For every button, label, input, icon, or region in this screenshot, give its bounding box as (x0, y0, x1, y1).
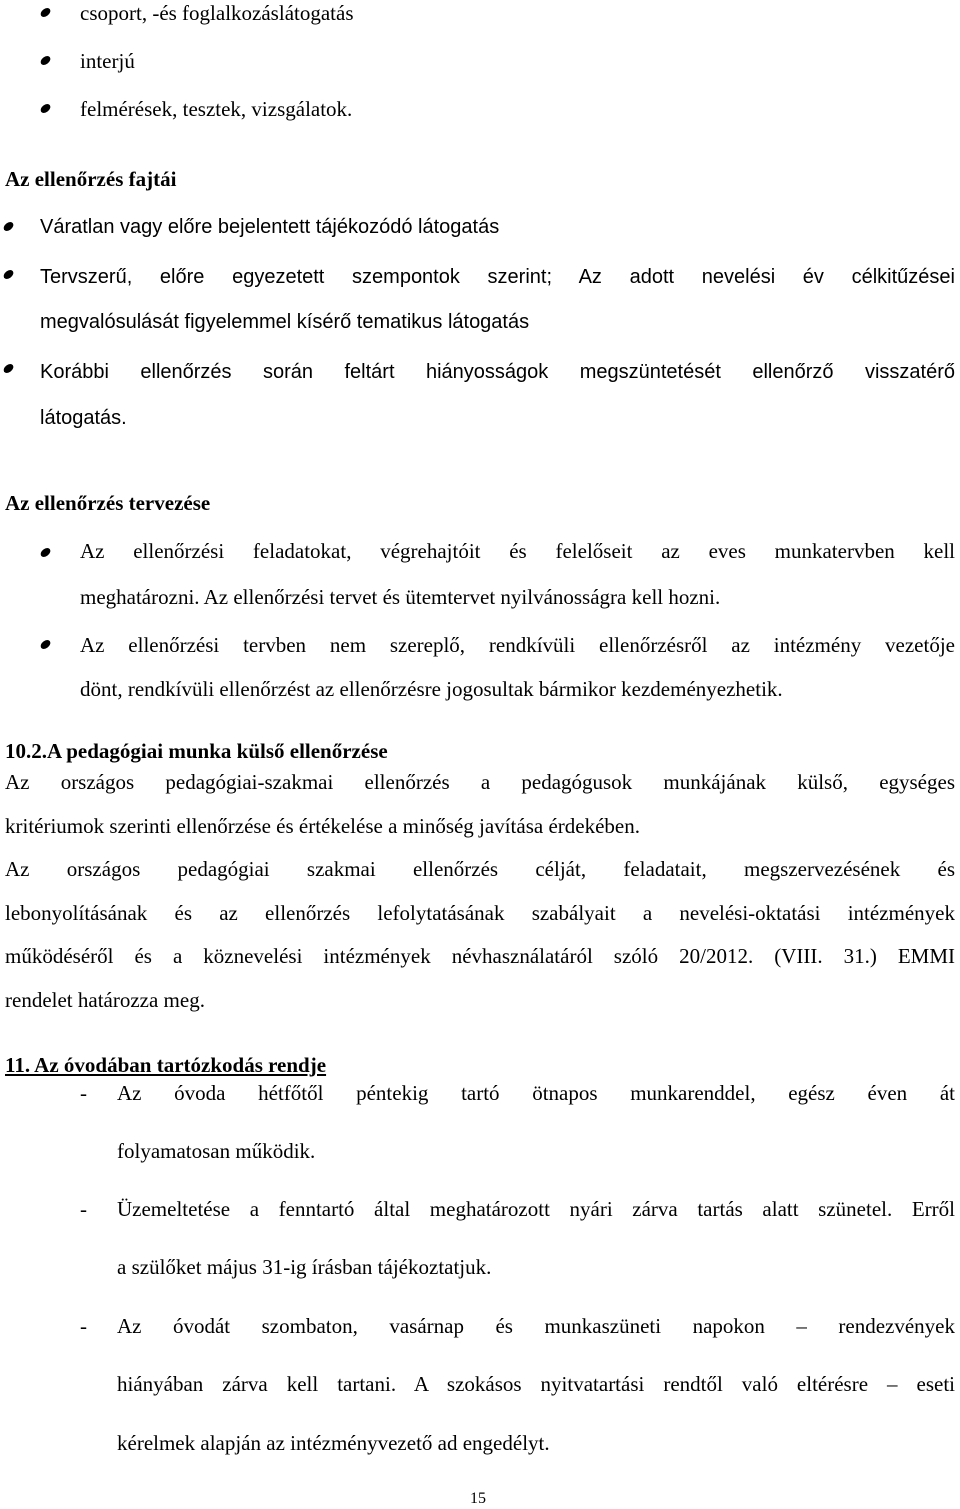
paragraph-line: Az országos pedagógiai szakmai ellenőrzés célját, feladatait, megszervezésének és (5, 857, 955, 881)
dash-marker: - (80, 1314, 87, 1338)
paragraph-line: lebonyolításának és az ellenőrzés lefolytatásának szabályait a nevelési-oktatási intézmények (5, 901, 955, 925)
list-item: interjú (80, 49, 135, 73)
bullet-icon (2, 364, 15, 373)
bullet-icon (2, 222, 15, 231)
list-item: Tervszerű, előre egyezetett szempontok szerint; Az adott nevelési év célkitűzései (40, 266, 955, 288)
list-item-continuation: folyamatosan működik. (117, 1139, 316, 1163)
paragraph-line: működéséről és a köznevelési intézmények névhasználatáról szóló 20/2012. (VIII. 31.) EMMI (5, 944, 955, 968)
list-item-continuation: megvalósulását figyelemmel kísérő tematikus látogatás (40, 311, 530, 333)
list-item-continuation: dönt, rendkívüli ellenőrzést az ellenőrzésre jogosultak bármikor kezdeményezhetik. (80, 677, 783, 701)
section-heading: Az ellenőrzés tervezése (5, 491, 211, 515)
section-heading: 11. Az óvodában tartózkodás rendje (5, 1053, 327, 1077)
list-item-continuation: kérelmek alapján az intézményvezető ad engedélyt. (117, 1431, 550, 1455)
list-item: Váratlan vagy előre bejelentett tájékozódó látogatás (40, 216, 500, 238)
list-item: Korábbi ellenőrzés során feltárt hiányosságok megszüntetését ellenőrző visszatérő (40, 361, 955, 383)
list-item: Az ellenőrzési feladatokat, végrehajtóit és felelőseit az eves munkatervben kell (80, 539, 955, 563)
section-heading: 10.2.A pedagógiai munka külső ellenőrzése (5, 739, 388, 763)
dash-marker: - (80, 1081, 87, 1105)
list-item-continuation: a szülőket május 31-ig írásban tájékoztatjuk. (117, 1255, 492, 1279)
bullet-icon (39, 104, 52, 113)
list-item-continuation: látogatás. (40, 407, 127, 429)
page-number: 15 (470, 1490, 486, 1507)
paragraph-line: Az országos pedagógiai-szakmai ellenőrzés a pedagógusok munkájának külső, egységes (5, 770, 955, 794)
list-item-continuation: hiányában zárva kell tartani. A szokásos nyitvatartási rendtől való eltérésre – eseti (117, 1372, 955, 1396)
dash-marker: - (80, 1197, 87, 1221)
section-heading: Az ellenőrzés fajtái (5, 167, 177, 191)
bullet-icon (39, 8, 52, 17)
list-item: felmérések, tesztek, vizsgálatok. (80, 97, 353, 121)
list-item: Az óvoda hétfőtől péntekig tartó ötnapos munkarenddel, egész éven át (117, 1081, 955, 1105)
list-item: Az ellenőrzési tervben nem szereplő, rendkívüli ellenőrzésről az intézmény vezetője (80, 633, 955, 657)
list-item-continuation: meghatározni. Az ellenőrzési tervet és ütemtervet nyilvánosságra kell hozni. (80, 585, 721, 609)
paragraph-line: kritériumok szerinti ellenőrzése és értékelése a minőség javítása érdekében. (5, 814, 640, 838)
list-item: csoport, -és foglalkozáslátogatás (80, 1, 354, 25)
bullet-icon (39, 548, 52, 557)
bullet-icon (39, 640, 52, 649)
list-item: Az óvodát szombaton, vasárnap és munkaszüneti napokon – rendezvények (117, 1314, 955, 1338)
paragraph-line: rendelet határozza meg. (5, 988, 205, 1012)
bullet-icon (2, 270, 15, 279)
list-item: Üzemeltetése a fenntartó által meghatározott nyári zárva tartás alatt szünetel. Erről (117, 1197, 955, 1221)
bullet-icon (39, 56, 52, 65)
